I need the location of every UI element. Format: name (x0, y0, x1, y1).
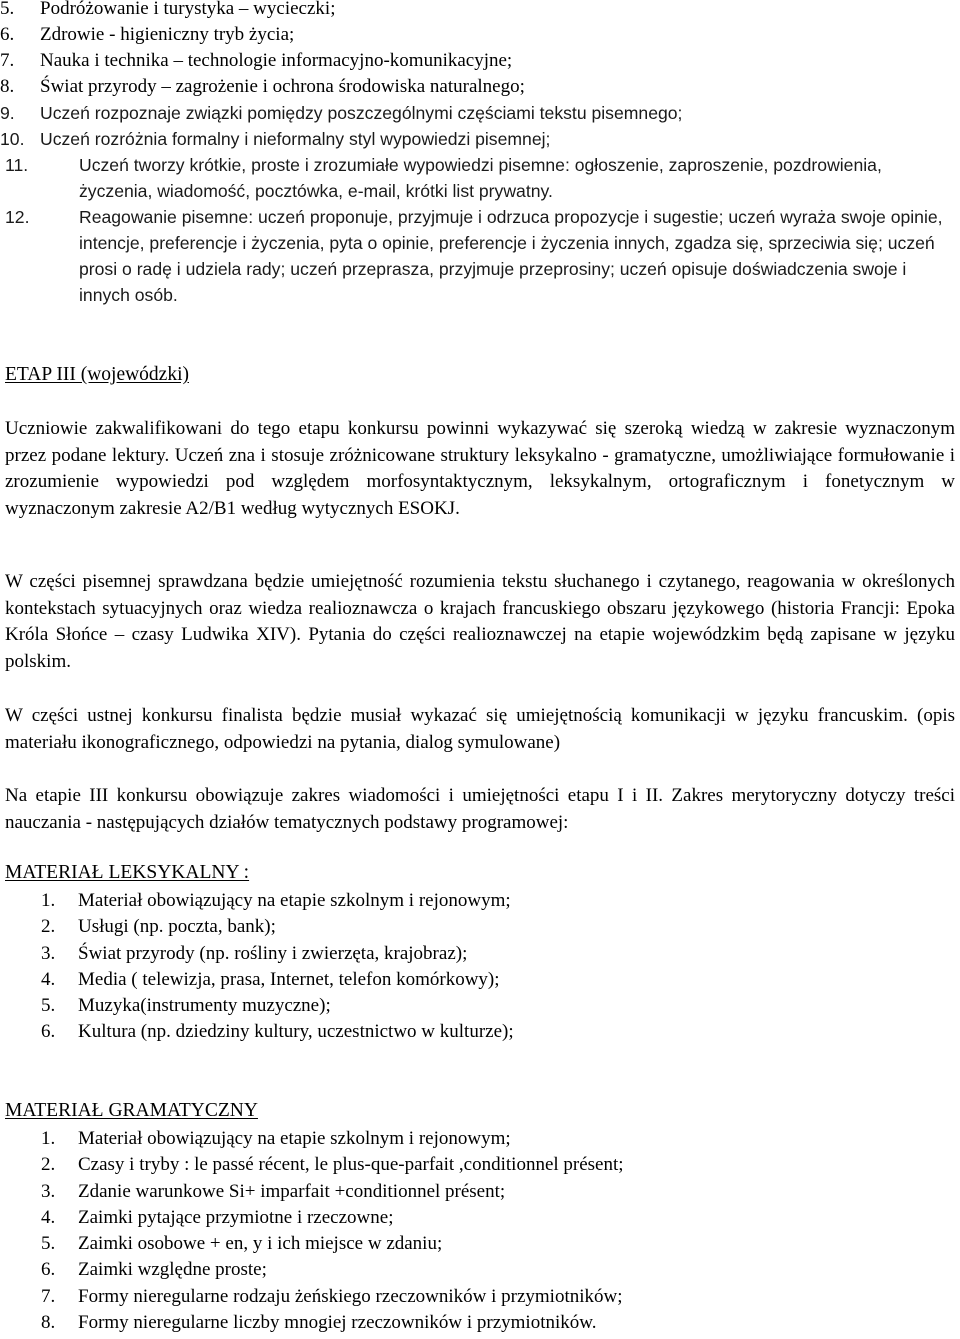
item-text: Materiał obowiązujący na etapie szkolnym i rejonowym; (78, 1128, 511, 1149)
list-item (0, 48, 950, 74)
item-text: Uczeń rozróżnia formalny i nieformalny styl wypowiedzi pisemnej; (40, 129, 551, 149)
item-number: 11. (5, 155, 29, 175)
item-number: 1. (41, 890, 56, 911)
paragraph-oral-part: W części ustnej konkursu finalista będzie musiał wykazać się umiejętnością komunikacji w języku francuskim. (opis materiału ikonograficznego, odpowiedzi na pytania, dialog symulowane) (5, 705, 955, 753)
item-text: Media ( telewizja, prasa, Internet, telefon komórkowy); (78, 968, 500, 990)
list-item (5, 1310, 905, 1336)
list-item (5, 1152, 905, 1178)
item-text: Formy nieregularne liczby mnogiej rzeczowników i przymiotników. (78, 1312, 597, 1334)
list-item (5, 941, 905, 967)
item-number: 9. (0, 103, 15, 123)
list-item (0, 74, 950, 100)
list-item (0, 204, 950, 308)
item-number: 1. (41, 1128, 56, 1149)
list-item (5, 967, 905, 993)
item-text: Czasy i tryby : le passé récent, le plus-que-parfait ,conditionnel présent; (78, 1154, 624, 1176)
list-item (0, 22, 950, 48)
item-text: Nauka i technika – technologie informacyjno-komunikacyjne; (40, 50, 513, 71)
grammar-heading: MATERIAŁ GRAMATYCZNY (5, 1100, 258, 1121)
item-number: 12. (5, 207, 30, 227)
list-item (0, 100, 950, 126)
item-number: 7. (41, 1285, 56, 1307)
paragraph-scope: Na etapie III konkursu obowiązuje zakres wiadomości i umiejętności etapu I i II. Zakres merytoryczny dotyczy treści nauczania - następujących działów tematycznych podstawy programowej: (5, 785, 955, 833)
item-number: 6. (41, 1021, 56, 1043)
list-item (5, 1284, 905, 1310)
item-text: Muzyka(instrumenty muzyczne); (78, 995, 331, 1017)
item-number: 5. (41, 995, 56, 1017)
item-text: Zaimki osobowe + en, y i ich miejsce w zdaniu; (78, 1233, 443, 1255)
item-text: Podróżowanie i turystyka – wycieczki; (40, 0, 336, 19)
item-number: 4. (41, 968, 56, 990)
item-number: 2. (41, 1154, 56, 1176)
list-item (5, 1231, 905, 1257)
item-text: Świat przyrody – zagrożenie i ochrona środowiska naturalnego; (40, 76, 525, 97)
list-item (5, 888, 905, 914)
list-item (5, 1205, 905, 1231)
item-number: 8. (41, 1312, 56, 1334)
list-item (5, 1126, 905, 1152)
lexical-list (5, 888, 905, 1046)
item-text: Formy nieregularne rodzaju żeńskiego rzeczowników i przymiotników; (78, 1285, 623, 1307)
item-text: Zdanie warunkowe Si+ imparfait +conditionnel présent; (78, 1180, 506, 1202)
paragraph-intro: Uczniowie zakwalifikowani do tego etapu konkursu powinni wykazywać się szeroką wiedzą w zakresie wyznaczonym przez podane lektury. Uczeń zna i stosuje zróżnicowane struktury leksykalno - gramatyczne, umożliwiające formułowanie i zrozumienie wypowiedzi pod względem morfosyntaktycznym, leksykalnym, ortograficznym i fonetycznym w wyznaczonym zakresie A2/B1 według wytycznych ESOKJ. (5, 418, 955, 519)
item-text: Materiał obowiązujący na etapie szkolnym i rejonowym; (78, 890, 511, 911)
item-number: 2. (41, 916, 56, 938)
item-number: 6. (41, 1259, 56, 1281)
item-number: 8. (0, 76, 15, 97)
grammar-list (5, 1126, 905, 1336)
list-item (0, 126, 950, 152)
list-item (0, 152, 950, 204)
stage-heading: ETAP III (wojewódzki) (5, 364, 189, 385)
item-number: 7. (0, 50, 15, 71)
item-text: Reagowanie pisemne: uczeń proponuje, przyjmuje i odrzuca propozycje i sugestie; uczeń wyraża swoje opinie, intencje, preferencje i życzenia, pyta o opinie, preferencje i życzenia innych, zgadza się, sprzeciwia się; uczeń prosi o radę i udziela rady; uczeń przeprasza, przyjmuje przeprosiny; uczeń opisuje doświadczenia swoje i innych osób. (79, 207, 943, 305)
item-text: Świat przyrody (np. rośliny i zwierzęta, krajobraz); (78, 942, 468, 964)
item-number: 3. (41, 1180, 56, 1202)
item-number: 5. (41, 1233, 56, 1255)
item-text: Zaimki względne proste; (78, 1259, 267, 1281)
item-text: Zdrowie - higieniczny tryb życia; (40, 24, 295, 45)
item-text: Kultura (np. dziedziny kultury, uczestnictwo w kulturze); (78, 1021, 514, 1043)
list-item (5, 1257, 905, 1283)
list-item (5, 993, 905, 1019)
lexical-heading: MATERIAŁ LEKSYKALNY : (5, 862, 250, 883)
list-item (5, 1179, 905, 1205)
item-number: 4. (41, 1206, 56, 1228)
list-item (5, 914, 905, 940)
topic-list (0, 0, 950, 308)
item-number: 5. (0, 0, 15, 19)
item-number: 6. (0, 24, 15, 45)
item-text: Uczeń tworzy krótkie, proste i zrozumiałe wypowiedzi pisemne: ogłoszenie, zaproszenie, pozdrowienia, życzenia, wiadomość, pocztówka, e-mail, krótki list prywatny. (79, 155, 882, 201)
list-item (0, 0, 950, 22)
item-text: Usługi (np. poczta, bank); (78, 916, 276, 938)
item-text: Uczeń rozpoznaje związki pomiędzy poszczególnymi częściami tekstu pisemnego; (40, 103, 683, 123)
paragraph-written-part: W części pisemnej sprawdzana będzie umiejętność rozumienia tekstu słuchanego i czytanego, reagowania w określonych kontekstach sytuacyjnych oraz wiedza realioznawcza o krajach francuskiego obszaru językowego (historia Francji: Epoka Króla Słońce – czasy Ludwika XIV). Pytania do części realioznawczej na etapie wojewódzkim będą zapisane w języku polskim. (5, 571, 955, 672)
item-text: Zaimki pytające przymiotne i rzeczowne; (78, 1206, 394, 1228)
item-number: 3. (41, 942, 56, 964)
list-item (5, 1019, 905, 1045)
item-number: 10. (0, 129, 25, 149)
